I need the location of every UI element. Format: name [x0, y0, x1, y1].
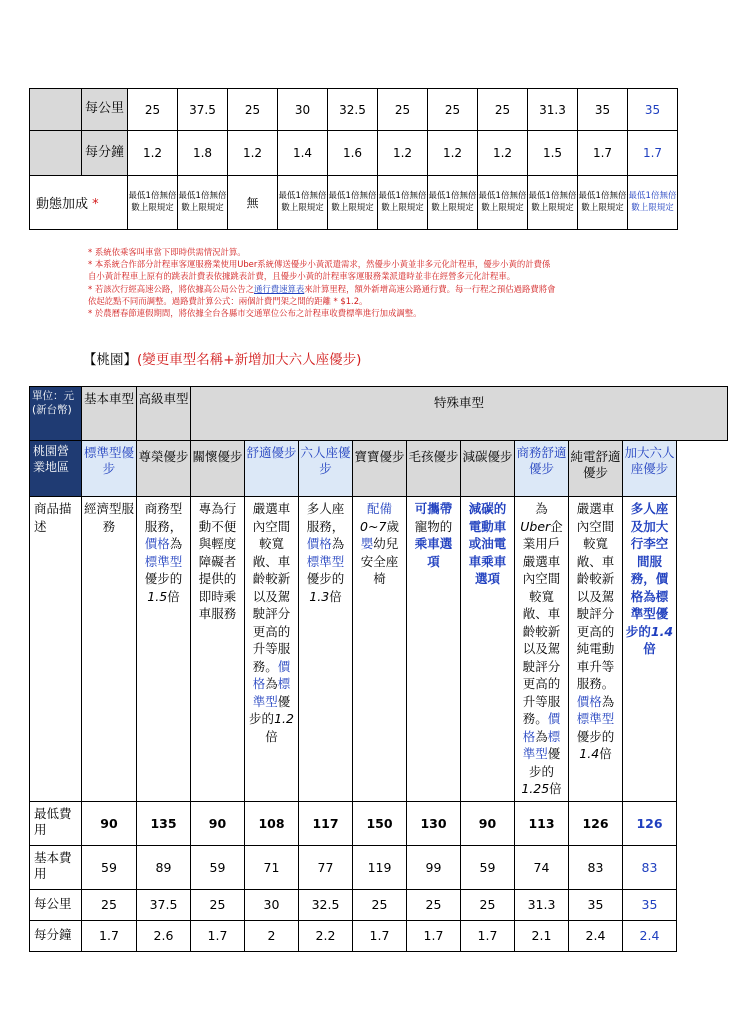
base-fare-label: 基本費用: [30, 845, 82, 889]
desc-text: 嚴選車內空間較寬敞、車齡較新以及駕駛評分更高的純電動車升等服務。: [576, 501, 615, 691]
desc-text: 寵物的: [414, 518, 453, 534]
top-per-km-cell: 30: [278, 89, 328, 131]
per-min-cell: 1.7: [461, 920, 515, 951]
top-per-km-cell: 35: [578, 89, 628, 131]
desc-standard-text: 標準型: [252, 676, 291, 709]
desc-text: 幼兒安全座椅: [360, 536, 399, 586]
product-description: 專為行動不便與輕度障礙者提供的即時乘車服務: [191, 497, 245, 802]
desc-standard-text: 標準型: [576, 711, 615, 726]
top-per-km-cell: 25: [228, 89, 278, 131]
desc-text: 為: [169, 536, 183, 551]
per-km-cell: 25: [191, 889, 245, 920]
desc-standard-text: 標準型: [144, 553, 183, 569]
per-km-cell: 25: [461, 889, 515, 920]
per-km-cell: 35: [569, 889, 623, 920]
product-description: 經濟型服務: [82, 497, 137, 802]
unit-label: 單位：元(新台幣): [30, 387, 82, 441]
per-min-cell: 2.6: [137, 920, 191, 951]
per-min-cell: 2.4: [623, 920, 677, 951]
dynamic-cell: 無: [228, 176, 278, 230]
dynamic-cell: 最低1倍無倍數上限規定: [628, 176, 678, 230]
desc-text: 優步的: [249, 693, 291, 726]
note-line: * 於農曆春節連假期間，將依據全台各縣市交通單位公布之計程車收費標準進行加成調整。: [88, 308, 422, 319]
top-per-km-cell: 25: [378, 89, 428, 131]
desc-age: 0~7: [360, 518, 387, 534]
product-name: 毛孩優步: [407, 441, 461, 497]
top-per-min-cell: 1.7: [628, 131, 678, 176]
top-per-km-cell: 25: [428, 89, 478, 131]
dynamic-cell: 最低1倍無倍數上限規定: [428, 176, 478, 230]
product-name: 加大六人座優步: [623, 441, 677, 497]
desc-multiplier: 1.3: [309, 588, 330, 604]
group-basic: 基本車型: [82, 387, 137, 441]
desc-text: 為: [601, 693, 615, 709]
per-min-cell: 1.7: [191, 920, 245, 951]
dynamic-surcharge-label: [30, 176, 128, 230]
top-per-min-row: [30, 131, 678, 176]
top-per-min-cell: 1.2: [478, 131, 528, 176]
per-km-cell: 35: [623, 889, 677, 920]
min-fare-cell: 108: [245, 801, 299, 845]
per-min-cell: 1.7: [407, 920, 461, 951]
desc-multiplier: 1.5: [147, 588, 168, 604]
product-description: [407, 497, 461, 802]
desc-multiplier: 1.4: [579, 746, 600, 761]
top-per-km-label: 每公里: [82, 89, 128, 131]
min-fare-cell: 150: [353, 801, 407, 845]
min-fare-cell: 126: [569, 801, 623, 845]
section-heading: [83, 348, 361, 368]
footnotes: [88, 246, 688, 319]
product-description: [623, 497, 677, 802]
per-min-label: 每分鐘: [30, 920, 82, 951]
header-row: [30, 387, 728, 441]
per-min-row: [30, 920, 728, 951]
desc-price-text: 價格: [306, 536, 332, 551]
desc-highlight: 配備: [366, 501, 392, 516]
top-per-km-cell: 32.5: [328, 89, 378, 131]
section-note: (變更車型名稱+新增加大六人座優步): [137, 352, 362, 368]
per-km-cell: 25: [353, 889, 407, 920]
top-per-min-cell: 1.5: [528, 131, 578, 176]
top-per-min-cell: 1.6: [328, 131, 378, 176]
desc-multiplier: 1.2: [274, 711, 294, 726]
group-premium: 高級車型: [137, 387, 191, 441]
product-name: 六人座優步: [299, 441, 353, 497]
product-name: 舒適優步: [245, 441, 299, 497]
top-fare-table: [29, 88, 678, 230]
top-per-km-cell: 37.5: [178, 89, 228, 131]
top-per-min-cell: 1.8: [178, 131, 228, 176]
desc-text: 企業用戶嚴選車內空間較寬敞、車齡較新以及駕駛評分更高的升等服務。: [522, 518, 563, 726]
per-km-cell: 30: [245, 889, 299, 920]
section-title: 【桃園】: [83, 352, 137, 368]
desc-multiplier: 1.25: [521, 781, 550, 796]
group-special: 特殊車型: [191, 387, 728, 441]
top-per-km-cell: 31.3: [528, 89, 578, 131]
area-label: 桃園營業地區: [30, 441, 82, 497]
min-fare-cell: 90: [191, 801, 245, 845]
desc-text: 為: [535, 728, 548, 744]
desc-text: 倍: [329, 588, 342, 604]
base-fare-cell: 71: [245, 845, 299, 889]
product-name: 純電舒適優步: [569, 441, 623, 497]
desc-price-text: 價格: [576, 693, 602, 709]
desc-text: 為: [265, 676, 278, 691]
product-description: [353, 497, 407, 802]
top-blank-cell: [30, 131, 82, 176]
base-fare-cell: 89: [137, 845, 191, 889]
per-km-cell: 32.5: [299, 889, 353, 920]
note-line: 自小黃計程車上原有的跳表計費表依據跳表計費，且優步小黃的計程車客運服務業派遣時並非在經營多元化計程車。: [88, 271, 516, 282]
product-name: 寶寶優步: [353, 441, 407, 497]
per-min-cell: 1.7: [82, 920, 137, 951]
base-fare-cell: 99: [407, 845, 461, 889]
desc-highlight: 嬰: [360, 536, 374, 551]
top-per-km-row: [30, 89, 678, 131]
product-name: 商務舒適優步: [515, 441, 569, 497]
product-description: [569, 497, 623, 802]
min-fare-cell: 113: [515, 801, 569, 845]
dynamic-cell: 最低1倍無倍數上限規定: [378, 176, 428, 230]
min-fare-cell: 126: [623, 801, 677, 845]
base-fare-cell: 77: [299, 845, 353, 889]
product-name: 標準型優步: [82, 441, 137, 497]
min-fare-cell: 130: [407, 801, 461, 845]
top-per-min-cell: 1.2: [128, 131, 178, 176]
per-min-cell: 2.2: [299, 920, 353, 951]
desc-highlight: 乘車選項: [414, 536, 453, 569]
base-fare-cell: 59: [461, 845, 515, 889]
desc-text: 歲: [386, 518, 399, 534]
per-km-cell: 31.3: [515, 889, 569, 920]
desc-multiplier: 1.4: [650, 623, 674, 639]
product-description: 減碳的電動車或油電車乘車選項: [461, 497, 515, 802]
product-description: [515, 497, 569, 802]
desc-price-text: 價格: [144, 536, 170, 551]
desc-text: 多人座及加大行李空間服務，價格為標準型優步的: [625, 501, 669, 639]
min-fare-cell: 135: [137, 801, 191, 845]
desc-text: 優步的: [576, 728, 615, 744]
base-fare-cell: 59: [191, 845, 245, 889]
desc-price-text: 價格: [252, 658, 291, 691]
base-fare-cell: 74: [515, 845, 569, 889]
min-fare-cell: 117: [299, 801, 353, 845]
per-km-cell: 25: [407, 889, 461, 920]
dynamic-cell: 最低1倍無倍數上限規定: [528, 176, 578, 230]
desc-text: 倍: [643, 641, 656, 656]
product-name: 尊榮優步: [137, 441, 191, 497]
dynamic-label-text: 動態加成: [36, 197, 89, 212]
dynamic-star: *: [92, 197, 99, 212]
per-min-cell: 2: [245, 920, 299, 951]
note-line: * 本系統合作部分計程車客運服務業使用Uber系統傳送優步小黃派遣需求，然優步小黃並非多元化計程車，優步小黃的計費係: [88, 259, 551, 270]
desc-text: 多人座服務，: [306, 501, 345, 534]
desc-text: 嚴選車內空間較寬敞、車齡較新以及駕駛評分更高的升等服務。: [252, 501, 291, 674]
product-description: [137, 497, 191, 802]
desc-text: 為: [331, 536, 345, 551]
desc-standard-text: 標準型: [306, 553, 345, 569]
toll-calculator-link[interactable]: 通行費速算表: [253, 283, 305, 294]
per-min-cell: 1.7: [353, 920, 407, 951]
top-per-min-cell: 1.2: [428, 131, 478, 176]
note-text: 來計算里程，額外新增高速公路通行費。每一行程之預估過路費將會: [304, 283, 556, 294]
top-per-min-cell: 1.7: [578, 131, 628, 176]
taoyuan-fare-table: [29, 386, 728, 952]
desc-highlight: 可攜帶: [414, 501, 453, 516]
dynamic-cell: 最低1倍無倍數上限規定: [278, 176, 328, 230]
min-fare-label: 最低費用: [30, 801, 82, 845]
base-fare-cell: 59: [82, 845, 137, 889]
desc-text: 倍: [599, 746, 612, 761]
top-per-km-cell: 35: [628, 89, 678, 131]
base-fare-cell: 83: [569, 845, 623, 889]
top-per-min-label: 每分鐘: [82, 131, 128, 176]
per-min-cell: 2.4: [569, 920, 623, 951]
min-fare-cell: 90: [461, 801, 515, 845]
min-fare-cell: 90: [82, 801, 137, 845]
note-line: 依起訖點不同而調整。過路費計算公式：兩個計費門架之間的距離 * $1.2。: [88, 295, 368, 306]
desc-text: 倍: [265, 728, 278, 744]
product-row: [30, 441, 728, 497]
desc-text: 倍: [549, 781, 562, 796]
min-fare-row: [30, 801, 728, 845]
desc-label: 商品描述: [30, 497, 82, 802]
top-per-km-cell: 25: [128, 89, 178, 131]
product-description: [245, 497, 299, 802]
desc-text: 優步的: [528, 746, 561, 779]
desc-text: 商務型服務，: [144, 501, 183, 534]
product-name: 關懷優步: [191, 441, 245, 497]
desc-text: 倍: [167, 588, 180, 604]
product-description: [299, 497, 353, 802]
top-blank-cell: [30, 89, 82, 131]
top-per-min-cell: 1.2: [228, 131, 278, 176]
desc-price-text: 價格: [522, 711, 561, 744]
desc-standard-text: 標準型: [522, 728, 561, 761]
desc-text: 優步的: [306, 571, 345, 586]
per-km-cell: 25: [82, 889, 137, 920]
per-km-cell: 37.5: [137, 889, 191, 920]
top-per-min-cell: 1.4: [278, 131, 328, 176]
desc-text: 優步的: [144, 571, 183, 586]
base-fare-cell: 83: [623, 845, 677, 889]
top-dynamic-row: [30, 176, 678, 230]
desc-text: 為: [535, 501, 548, 516]
dynamic-cell: 最低1倍無倍數上限規定: [578, 176, 628, 230]
top-per-km-cell: 25: [478, 89, 528, 131]
per-min-cell: 2.1: [515, 920, 569, 951]
dynamic-cell: 最低1倍無倍數上限規定: [328, 176, 378, 230]
product-name: 減碳優步: [461, 441, 515, 497]
base-fare-cell: 119: [353, 845, 407, 889]
base-fare-row: [30, 845, 728, 889]
top-per-min-cell: 1.2: [378, 131, 428, 176]
desc-brand: Uber: [520, 518, 551, 534]
per-km-row: [30, 889, 728, 920]
description-row: [30, 497, 728, 802]
dynamic-cell: 最低1倍無倍數上限規定: [128, 176, 178, 230]
per-km-label: 每公里: [30, 889, 82, 920]
note-text: * 若該次行經高速公路，將依據高公局公告之: [88, 283, 254, 294]
dynamic-cell: 最低1倍無倍數上限規定: [478, 176, 528, 230]
note-line: * 系統依乘客叫車當下即時供需情況計算。: [88, 247, 246, 257]
dynamic-cell: 最低1倍無倍數上限規定: [178, 176, 228, 230]
note-line: [88, 283, 688, 295]
